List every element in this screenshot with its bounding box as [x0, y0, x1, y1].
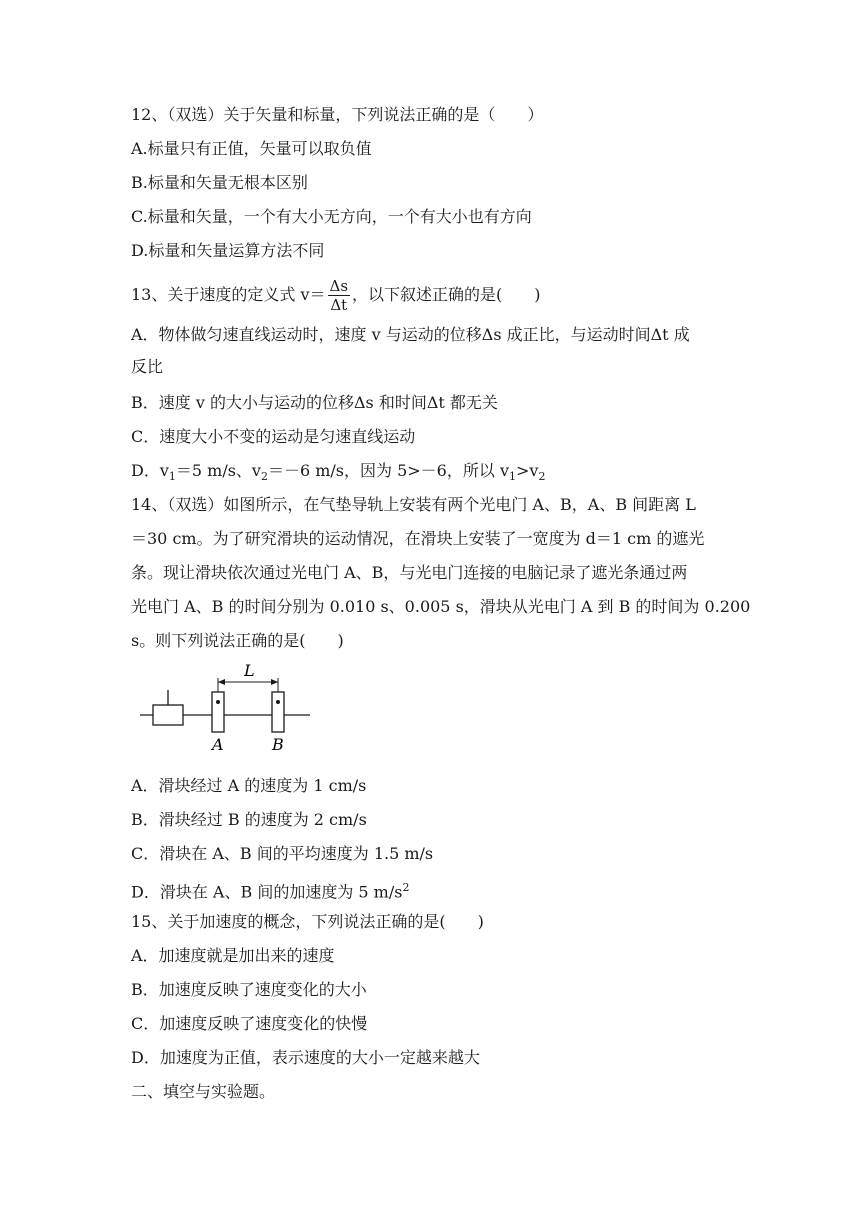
subscript-4: 2	[538, 470, 546, 484]
q14-option-d	[131, 878, 409, 902]
q14-option-a: A．滑块经过 A 的速度为 1 cm/s	[131, 776, 367, 795]
q15-option-b: B．加速度反映了速度变化的大小	[131, 980, 367, 999]
q13-d-part2: ＝5 m/s、v	[175, 461, 261, 480]
q14-option-b: B．滑块经过 B 的速度为 2 cm/s	[131, 810, 367, 829]
q15-option-c: C．加速度反映了速度变化的快慢	[131, 1014, 368, 1033]
arrow-head-right	[271, 679, 278, 685]
q12-option-a: A.标量只有正值，矢量可以取负值	[131, 139, 372, 158]
q12-option-c: C.标量和矢量，一个有大小无方向，一个有大小也有方向	[131, 207, 532, 226]
section2-title: 二、填空与实验题。	[131, 1082, 276, 1101]
q14-d-text: D．滑块在 A、B 间的加速度为 5 m/s	[131, 882, 403, 902]
q13-option-a-line2: 反比	[131, 357, 164, 376]
arrow-head-left	[218, 679, 225, 685]
q13-stem-suffix: ，以下叙述正确的是( )	[352, 285, 541, 304]
q14-option-c: C．滑块在 A、B 间的平均速度为 1.5 m/s	[131, 844, 434, 863]
superscript-2: 2	[402, 881, 410, 894]
label-L: L	[244, 662, 255, 680]
photogate-a-sensor	[216, 700, 220, 704]
photogate-a	[212, 692, 224, 732]
photogate-b-sensor	[276, 700, 280, 704]
q13-option-c: C．速度大小不变的运动是匀速直线运动	[131, 427, 416, 446]
photogate-b	[272, 692, 284, 732]
q14-stem-line1: 14、（双选）如图所示，在气垫导轨上安装有两个光电门 A、B，A、B 间距离 L	[131, 495, 696, 514]
fraction-denominator: Δt	[330, 296, 348, 314]
air-track-figure	[140, 662, 320, 754]
slider-block	[153, 705, 183, 725]
q13-stem	[131, 276, 541, 314]
q13-option-d	[131, 461, 545, 487]
subscript-2: 2	[260, 470, 268, 484]
q15-stem: 15、关于加速度的概念，下列说法正确的是( )	[131, 912, 484, 931]
subscript-1: 1	[168, 470, 176, 484]
fraction-numerator: Δs	[329, 277, 349, 295]
q14-stem-line5: s。则下列说法正确的是( )	[131, 631, 344, 650]
q13-d-part1: D．v	[131, 461, 169, 480]
q13-option-b: B．速度 v 的大小与运动的位移Δs 和时间Δt 都无关	[131, 393, 498, 412]
q14-stem-line2: ＝30 cm。为了研究滑块的运动情况，在滑块上安装了一宽度为 d＝1 cm 的遮光	[131, 529, 705, 548]
q15-option-a: A．加速度就是加出来的速度	[131, 946, 335, 965]
q12-option-b: B.标量和矢量无根本区别	[131, 173, 308, 192]
label-B: B	[272, 735, 284, 754]
q15-option-d: D．加速度为正值，表示速度的大小一定越来越大	[131, 1048, 480, 1067]
q14-stem-line3: 条。现让滑块依次通过光电门 A、B，与光电门连接的电脑记录了遮光条通过两	[131, 563, 688, 582]
q13-option-a-line1: A．物体做匀速直线运动时，速度 v 与运动的位移Δs 成正比，与运动时间Δt 成	[131, 325, 690, 344]
label-A: A	[212, 735, 224, 754]
q13-d-part3: ＝－6 m/s，因为 5>－6，所以 v	[267, 461, 509, 480]
q12-option-d: D.标量和矢量运算方法不同	[131, 241, 325, 260]
q12-stem: 12、（双选）关于矢量和标量，下列说法正确的是（ ）	[131, 105, 544, 124]
q13-d-part4: >v	[516, 461, 539, 480]
q13-stem-prefix: 13、关于速度的定义式 v＝	[131, 285, 326, 304]
velocity-fraction	[328, 277, 351, 314]
subscript-3: 1	[509, 470, 516, 484]
q14-stem-line4: 光电门 A、B 的时间分别为 0.010 s、0.005 s，滑块从光电门 A 到 B 的时间为 0.200	[131, 597, 751, 616]
